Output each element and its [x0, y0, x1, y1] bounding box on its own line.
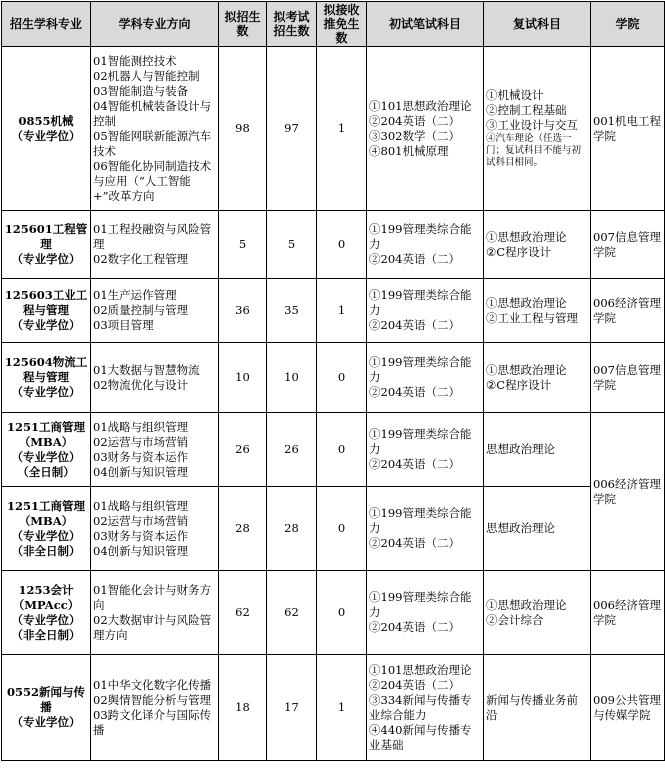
plan-cell: 26	[219, 413, 267, 487]
direction-line: 04智能机械装备设计与控制	[93, 98, 212, 128]
college-cell: 009公共管理与传媒学院	[591, 655, 665, 761]
direction-line: 01战略与组织管理	[93, 419, 189, 434]
direction-line: 06智能化协同制造技术与应用（“人工智能+”改革方向	[93, 158, 212, 203]
retest-cell	[484, 655, 591, 761]
direction-line: 01战略与组织管理	[93, 498, 189, 513]
direction-line: 04创新与知识管理	[93, 464, 189, 479]
program-cell	[2, 487, 91, 571]
program-cell	[2, 279, 91, 343]
program-cell	[2, 343, 91, 413]
program-line: （非全日制）	[11, 627, 81, 642]
exam-cell: 26	[267, 413, 317, 487]
direction-line: 02质量控制与管理	[93, 303, 189, 317]
direction-line: 03跨文化译介与国际传播	[93, 707, 212, 737]
prelim-line: ②204英语（二）	[369, 385, 460, 399]
prelim-cell	[367, 279, 484, 343]
retest-line: 思想政治理论	[486, 442, 555, 456]
directions-cell	[91, 571, 219, 655]
program-line: （专业学位）	[11, 252, 81, 266]
direction-line: 01大数据与智慧物流	[93, 362, 200, 377]
prelim-cell	[367, 343, 484, 413]
prelim-line: ②204英语（二）	[369, 457, 460, 471]
admissions-table	[1, 1, 665, 761]
direction-line: 03智能制造与装备	[93, 83, 189, 98]
direction-line: 01工程投融资与风险管理	[93, 222, 212, 251]
exempt-cell: 0	[317, 413, 367, 487]
header-retest: 复试科目	[484, 2, 591, 47]
direction-line: 03项目管理	[93, 318, 154, 332]
program-line: （非全日制）	[11, 543, 81, 558]
retest-line: ①思想政治理论	[486, 229, 567, 244]
prelim-line: ①101思想政治理论	[369, 98, 472, 113]
exam-cell: 97	[267, 47, 317, 211]
header-college: 学院	[591, 2, 665, 47]
exam-cell: 10	[267, 343, 317, 413]
prelim-cell	[367, 487, 484, 571]
table-row	[2, 343, 665, 413]
prelim-cell	[367, 211, 484, 279]
table-row	[2, 413, 665, 487]
direction-line: 02运营与市场营销	[93, 434, 189, 449]
prelim-cell	[367, 655, 484, 761]
direction-line: 02大数据审计与风险管理方向	[93, 612, 212, 642]
direction-line: 01生产运作管理	[93, 288, 177, 302]
college-cell: 007信息管理学院	[591, 343, 665, 413]
retest-cell	[484, 487, 591, 571]
exempt-cell: 1	[317, 279, 367, 343]
program-line: 125601工程管理	[4, 222, 88, 251]
program-cell	[2, 413, 91, 487]
plan-cell: 28	[219, 487, 267, 571]
program-line: 125603工业工程与管理	[4, 288, 88, 317]
direction-line: 02运营与市场营销	[93, 513, 189, 528]
program-line: （MBA）	[18, 434, 74, 449]
exempt-cell: 0	[317, 211, 367, 279]
direction-line: 02舆情智能分析与管理	[93, 692, 212, 707]
program-line: 125604物流工程与管理	[4, 355, 88, 384]
program-line: 0855机械	[18, 113, 74, 128]
prelim-line: ①101思想政治理论	[369, 662, 472, 677]
retest-cell	[484, 343, 591, 413]
table-row	[2, 487, 665, 571]
program-line: （专业学位）	[11, 715, 81, 729]
prelim-cell	[367, 413, 484, 487]
exam-cell: 5	[267, 211, 317, 279]
prelim-line: ④440新闻与传播专业基础	[369, 722, 472, 752]
header-prelim: 初试笔试科目	[367, 2, 484, 47]
program-line: （专业学位）	[11, 318, 81, 332]
program-line: （MBA）	[18, 513, 74, 528]
prelim-line: ②204英语（二）	[369, 620, 460, 634]
retest-line: ①思想政治理论	[486, 597, 567, 612]
program-cell	[2, 47, 91, 211]
directions-cell	[91, 655, 219, 761]
direction-line: 03财务与资本运作	[93, 528, 189, 543]
exam-cell: 17	[267, 655, 317, 761]
program-line: （专业学位）	[11, 128, 81, 143]
directions-cell	[91, 47, 219, 211]
retest-cell	[484, 211, 591, 279]
prelim-line: ②204英语（二）	[369, 318, 460, 332]
program-line: 1251工商管理	[6, 419, 85, 434]
header-row	[2, 2, 665, 47]
retest-cell	[484, 47, 591, 211]
header-program: 招生学科专业	[2, 2, 91, 47]
program-line: （全日制）	[17, 464, 75, 479]
direction-line: 01智能化会计与财务方向	[93, 582, 212, 612]
retest-line: ①机械设计	[486, 88, 544, 102]
retest-line: ①思想政治理论	[486, 362, 567, 377]
retest-line: ②控制工程基础	[486, 103, 567, 117]
exempt-cell: 0	[317, 487, 367, 571]
college-cell: 001机电工程学院	[591, 47, 665, 211]
program-line: 0552新闻与传播	[6, 685, 85, 714]
prelim-line: ③334新闻与传播专业综合能力	[369, 692, 472, 722]
exempt-cell: 1	[317, 47, 367, 211]
program-line: （专业学位）	[11, 385, 81, 399]
program-line: （MPAcc）	[12, 597, 80, 612]
exam-cell: 62	[267, 571, 317, 655]
plan-cell: 36	[219, 279, 267, 343]
program-line: （专业学位）	[11, 449, 81, 464]
directions-cell	[91, 279, 219, 343]
table-row	[2, 571, 665, 655]
plan-cell: 10	[219, 343, 267, 413]
direction-line: 02机器人与智能控制	[93, 68, 200, 83]
prelim-line: ①199管理类综合能力	[369, 222, 472, 251]
program-cell	[2, 655, 91, 761]
exam-cell: 28	[267, 487, 317, 571]
header-direction: 学科专业方向	[91, 2, 219, 47]
program-line: （专业学位）	[11, 528, 81, 543]
program-line: 1253会计	[18, 582, 74, 597]
table-row	[2, 211, 665, 279]
prelim-line: ②204英语（二）	[369, 252, 460, 266]
exempt-cell: 0	[317, 343, 367, 413]
retest-line: ②C程序设计	[486, 244, 552, 259]
header-exempt: 拟接收推免生数	[317, 2, 367, 47]
retest-line: ②C程序设计	[486, 377, 552, 392]
exam-cell: 35	[267, 279, 317, 343]
directions-cell	[91, 211, 219, 279]
prelim-cell	[367, 47, 484, 211]
direction-line: 03财务与资本运作	[93, 449, 189, 464]
directions-cell	[91, 343, 219, 413]
prelim-line: ③302数学（二）	[369, 128, 460, 143]
prelim-cell	[367, 571, 484, 655]
retest-line: ③工业设计与交互	[486, 118, 578, 132]
prelim-line: ②204英语（二）	[369, 677, 460, 692]
direction-line: 02物流优化与设计	[93, 377, 189, 392]
plan-cell: 62	[219, 571, 267, 655]
program-cell	[2, 571, 91, 655]
direction-line: 01智能测控技术	[93, 53, 177, 68]
table-row	[2, 655, 665, 761]
table-row	[2, 47, 665, 211]
college-cell: 006经济管理学院	[591, 571, 665, 655]
retest-line: ①思想政治理论	[486, 295, 567, 310]
college-cell: 007信息管理学院	[591, 211, 665, 279]
plan-cell: 98	[219, 47, 267, 211]
college-cell: 006经济管理学院	[591, 279, 665, 343]
exempt-cell: 0	[317, 571, 367, 655]
program-line: 1251工商管理	[6, 498, 85, 513]
direction-line: 05智能网联新能源汽车技术	[93, 128, 212, 158]
direction-line: 01中华文化数字化传播	[93, 677, 212, 692]
prelim-line: ①199管理类综合能力	[369, 288, 472, 317]
prelim-line: ①199管理类综合能力	[369, 355, 472, 384]
retest-line: ②会计综合	[486, 612, 544, 627]
college-cell: 006经济管理学院	[591, 413, 665, 571]
directions-cell	[91, 413, 219, 487]
prelim-line: ②204英语（二）	[369, 113, 460, 128]
prelim-line: ①199管理类综合能力	[369, 506, 472, 535]
directions-cell	[91, 487, 219, 571]
retest-line: 新闻与传播业务前沿	[486, 692, 578, 722]
retest-line: 思想政治理论	[486, 521, 555, 535]
table-row	[2, 279, 665, 343]
direction-line: 04创新与知识管理	[93, 543, 189, 558]
prelim-line: ②204英语（二）	[369, 536, 460, 550]
prelim-line: ①199管理类综合能力	[369, 590, 472, 619]
plan-cell: 18	[219, 655, 267, 761]
retest-cell	[484, 279, 591, 343]
header-plan: 拟招生数	[219, 2, 267, 47]
program-cell	[2, 211, 91, 279]
direction-line: 02数字化工程管理	[93, 252, 189, 266]
header-exam: 拟考试招生数	[267, 2, 317, 47]
retest-line: ④汽车理论（任选一门；复试科目不能与初试科目相同。	[486, 133, 582, 168]
program-line: （专业学位）	[11, 612, 81, 627]
plan-cell: 5	[219, 211, 267, 279]
exempt-cell: 1	[317, 655, 367, 761]
retest-line: ②工业工程与管理	[486, 310, 578, 325]
retest-cell	[484, 571, 591, 655]
prelim-line: ①199管理类综合能力	[369, 427, 472, 456]
retest-cell	[484, 413, 591, 487]
prelim-line: ④801机械原理	[369, 143, 449, 158]
